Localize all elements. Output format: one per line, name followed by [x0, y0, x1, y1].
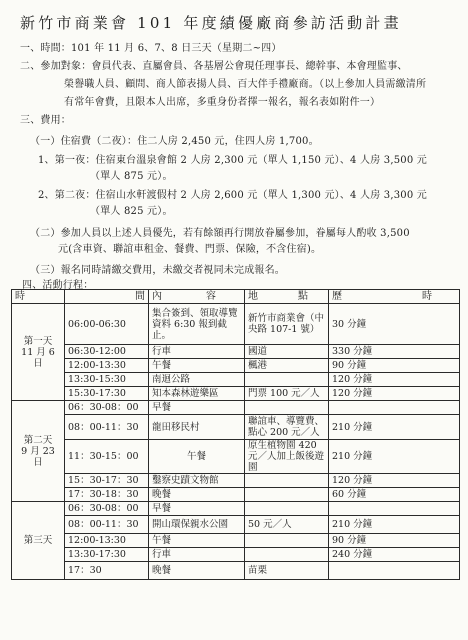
row-duration: 30 分鐘 [329, 304, 460, 345]
schedule-table [11, 289, 460, 580]
table-row [12, 387, 460, 401]
table-row [12, 562, 460, 580]
day-3-cell: 第三天 [12, 502, 65, 580]
row-duration: 210 分鐘 [329, 516, 460, 534]
row-location [245, 373, 329, 387]
fee-night-2: 2、第二夜：住宿山水軒渡假村 2 人房 2,600 元（單人 1,300 元）、4 人房 3,300 元 [38, 190, 427, 201]
row-time: 12:00-13:30 [65, 359, 149, 373]
row-time: 13:30-17:30 [65, 548, 149, 562]
header-duration: 歷 時 [329, 290, 460, 304]
row-content: 鑿察史蹟文物館 [149, 474, 245, 488]
fee-night-1: 1、第一夜：住宿東台溫泉會館 2 人房 2,300 元（單人 1,150 元）、4 人房 3,500 元 [38, 155, 427, 166]
table-row [12, 516, 460, 534]
fee-night-2-cont: （單人 825 元）。 [90, 206, 173, 217]
item-schedule: 四、活動行程： [22, 280, 94, 291]
row-location: 新竹市商業會（中央路 107-1 號） [245, 304, 329, 345]
day-2-cell: 第二天 9 月 23 日 [12, 401, 65, 502]
table-row [12, 548, 460, 562]
row-content: 知本森林遊樂區 [149, 387, 245, 401]
row-duration [329, 562, 460, 580]
row-content: 行車 [149, 548, 245, 562]
row-content: 南迴公路 [149, 373, 245, 387]
row-time: 06:30-12:00 [65, 345, 149, 359]
row-time: 06：30-08：00 [65, 502, 149, 516]
table-row [12, 359, 460, 373]
row-location [245, 474, 329, 488]
header-content: 內 容 [149, 290, 245, 304]
table-row [12, 345, 460, 359]
row-duration: 90 分鐘 [329, 359, 460, 373]
table-row [12, 474, 460, 488]
row-location [245, 534, 329, 548]
row-duration: 210 分鐘 [329, 440, 460, 474]
table-row [12, 304, 460, 345]
item-participants-3: 有常年會費，且限本人出席，多重身份者擇一報名，報名表如附件一） [64, 97, 381, 108]
row-time: 13:30-15:30 [65, 373, 149, 387]
fee-lodging: （一）住宿費（二夜）：住二人房 2,450 元，住四人房 1,700。 [30, 136, 319, 147]
row-location: 國道 [245, 345, 329, 359]
row-content: 午餐 [149, 440, 245, 474]
row-time: 15:30-17:30 [65, 387, 149, 401]
row-location [245, 401, 329, 415]
header-period: 間 [65, 290, 149, 304]
row-location: 門票 100 元／人 [245, 387, 329, 401]
day-1-cell: 第一天 11 月 6 日 [12, 304, 65, 401]
document-title: 新竹市商業會 101 年度績優廠商參訪活動計畫 [20, 14, 402, 32]
fee-night-1-cont: （單人 875 元）。 [90, 171, 173, 182]
table-row [12, 415, 460, 440]
header-location: 地 點 [245, 290, 329, 304]
row-duration: 120 分鐘 [329, 387, 460, 401]
table-header-row [12, 290, 460, 304]
row-duration [329, 401, 460, 415]
item-participants-1: 二、參加對象：會員代表、直屬會員、各基層公會現任理事長、總幹事、本會理監事、 [20, 61, 408, 72]
row-time: 08：00-11：30 [65, 516, 149, 534]
row-time: 17：30 [65, 562, 149, 580]
row-duration: 120 分鐘 [329, 474, 460, 488]
row-content: 行車 [149, 345, 245, 359]
row-duration: 330 分鐘 [329, 345, 460, 359]
item-time: 一、時間：101 年 11 月 6、7、8 日三天（星期二~四） [20, 43, 282, 54]
table-row [12, 488, 460, 502]
row-duration: 120 分鐘 [329, 373, 460, 387]
row-time: 11：30-15：00 [65, 440, 149, 474]
row-time: 06:00-06:30 [65, 304, 149, 345]
header-time: 時 [12, 290, 65, 304]
row-duration: 90 分鐘 [329, 534, 460, 548]
fee-family-cont: 元(含車資、聯誼車租金、餐費、門票、保險，不含住宿)。 [58, 244, 322, 255]
row-duration [329, 502, 460, 516]
row-location [245, 502, 329, 516]
row-duration: 240 分鐘 [329, 548, 460, 562]
fee-registration: （三）報名同時請繳交費用，未繳交者視同未完成報名。 [30, 265, 285, 276]
row-content: 集合簽到、領取導覽資料 6:30 報到截止。 [149, 304, 245, 345]
row-location: 苗栗 [245, 562, 329, 580]
row-content: 晚餐 [149, 488, 245, 502]
row-content: 早餐 [149, 401, 245, 415]
table-row [12, 440, 460, 474]
row-location: 楓港 [245, 359, 329, 373]
row-time: 12:00-13:30 [65, 534, 149, 548]
table-row [12, 502, 460, 516]
item-participants-2: 榮譽職人員、顧問、商人節表揚人員、百大伴手禮廠商。（以上參加人員需繳清所 [64, 79, 427, 90]
row-location [245, 488, 329, 502]
fee-family: （二）參加人員以上述人員優先，若有餘額再行開放眷屬參加，眷屬每人酌收 3,500 [30, 228, 410, 239]
row-time: 17：30-18：30 [65, 488, 149, 502]
row-time: 06：30-08：00 [65, 401, 149, 415]
table-row [12, 373, 460, 387]
row-content: 午餐 [149, 359, 245, 373]
row-duration: 210 分鐘 [329, 415, 460, 440]
table-row [12, 534, 460, 548]
row-content: 開山環保親水公園 [149, 516, 245, 534]
row-location: 原生植物園 420 元／人加上飯後遊園 [245, 440, 329, 474]
row-content: 午餐 [149, 534, 245, 548]
row-location [245, 548, 329, 562]
item-fees: 三、費用： [20, 115, 71, 126]
table-row [12, 401, 460, 415]
row-location: 50 元／人 [245, 516, 329, 534]
row-content: 晚餐 [149, 562, 245, 580]
row-time: 15：30-17：30 [65, 474, 149, 488]
row-content: 龍田移民村 [149, 415, 245, 440]
row-time: 08：00-11：30 [65, 415, 149, 440]
row-location: 聯誼車、導覽費、點心 200 元／人 [245, 415, 329, 440]
row-content: 早餐 [149, 502, 245, 516]
row-duration: 60 分鐘 [329, 488, 460, 502]
